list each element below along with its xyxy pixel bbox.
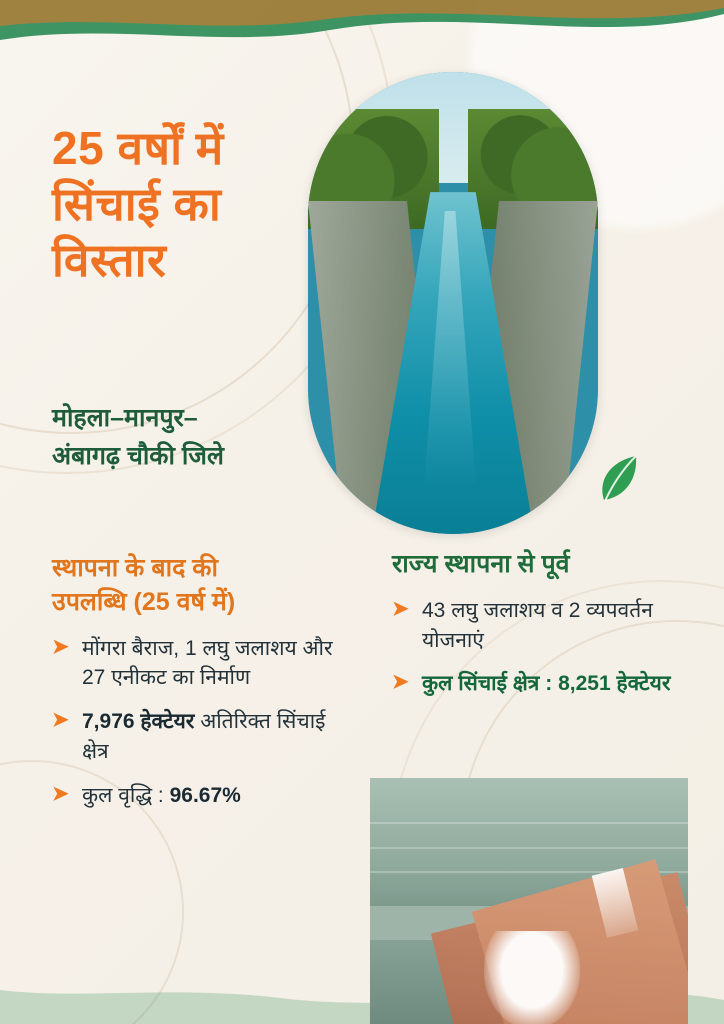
right-point-2-text: कुल सिंचाई क्षेत्र : bbox=[422, 672, 559, 696]
left-point-2-bold: 7,976 हेक्टेयर bbox=[82, 710, 195, 734]
list-item bbox=[52, 707, 352, 767]
title-line-2: सिंचाई का bbox=[52, 178, 222, 231]
left-heading-line-1: स्थापना के बाद की bbox=[52, 554, 218, 582]
left-point-1-text: मोंगरा बैराज, 1 लघु जलाशय और 27 एनीकट का निर्माण bbox=[82, 636, 333, 690]
bullet-arrow-icon: ➤ bbox=[392, 671, 409, 694]
bullet-arrow-icon: ➤ bbox=[52, 635, 69, 658]
right-column bbox=[392, 548, 688, 713]
left-column bbox=[52, 552, 352, 825]
subtitle bbox=[52, 400, 352, 475]
water-foam bbox=[484, 931, 579, 1024]
title-line-3: विस्तार bbox=[52, 234, 167, 287]
bullet-arrow-icon: ➤ bbox=[392, 597, 409, 620]
left-column-heading bbox=[52, 552, 352, 620]
right-point-2-bold: 8,251 हेक्टेयर bbox=[558, 672, 671, 696]
water-ripple bbox=[370, 822, 688, 824]
list-item bbox=[392, 596, 688, 656]
right-point-1-text: 43 लघु जलाशय व 2 व्यपवर्तन योजनाएं bbox=[422, 598, 653, 652]
left-points-list bbox=[52, 634, 352, 811]
subtitle-line-2: अंबागढ़ चौकी जिले bbox=[52, 441, 224, 470]
list-item bbox=[52, 634, 352, 694]
left-point-2-text: अतिरिक्त सिंचाई क्षेत्र bbox=[82, 710, 326, 763]
leaf-icon bbox=[596, 452, 642, 512]
top-wave-decoration bbox=[0, 0, 724, 70]
left-point-3-text: कुल वृद्धि : bbox=[82, 783, 170, 807]
subtitle-line-1: मोहला–मानपुर– bbox=[52, 404, 198, 432]
left-point-3-bold: 96.67% bbox=[169, 783, 241, 807]
bullet-arrow-icon: ➤ bbox=[52, 709, 69, 732]
list-item bbox=[392, 669, 688, 699]
left-heading-line-2: उपलब्धि (25 वर्ष में) bbox=[52, 587, 236, 616]
water-ripple bbox=[370, 847, 688, 849]
bullet-arrow-icon: ➤ bbox=[52, 782, 69, 805]
list-item bbox=[52, 781, 352, 811]
right-points-list bbox=[392, 596, 688, 699]
title-line-1: 25 वर्षों में bbox=[52, 122, 224, 174]
bottom-barrage-image bbox=[370, 778, 688, 1024]
page-title bbox=[52, 120, 352, 288]
right-column-heading: राज्य स्थापना से पूर्व bbox=[392, 550, 570, 578]
